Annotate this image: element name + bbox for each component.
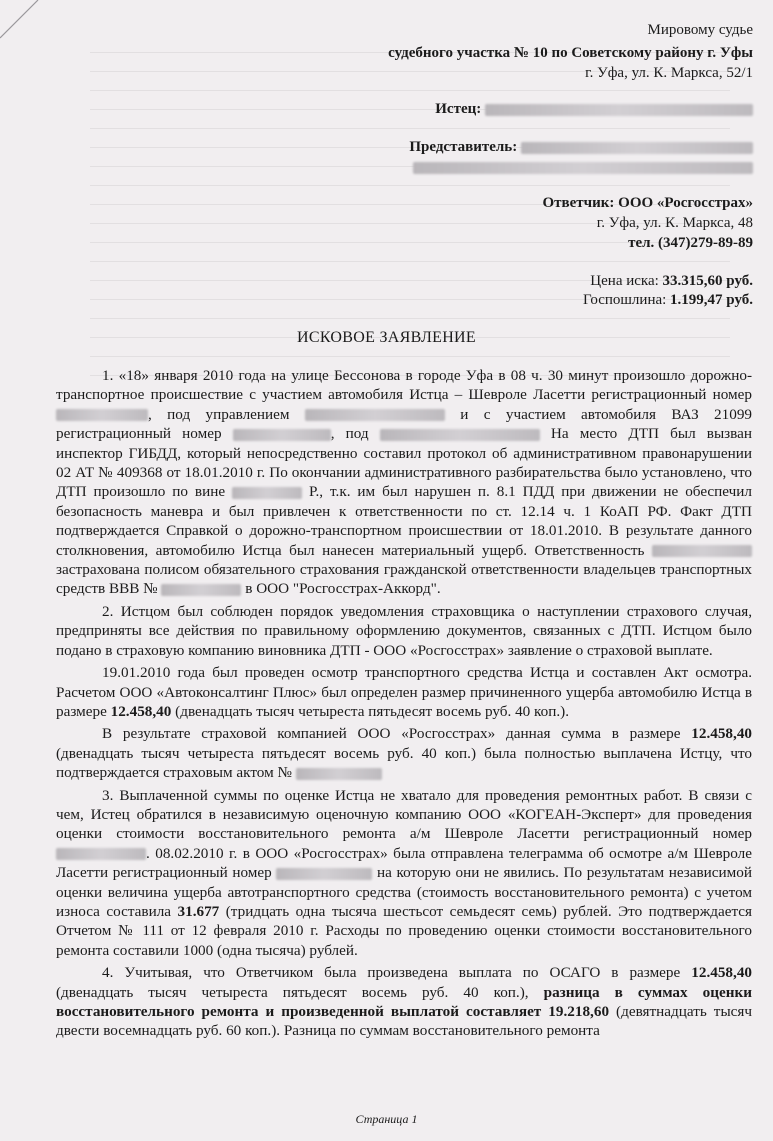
redacted-plate-3 [56, 848, 146, 860]
page-number: Страница 1 [355, 1112, 418, 1126]
representative-label: Представитель: [409, 139, 518, 155]
paragraph-4 [56, 724, 752, 782]
redacted-policy [161, 584, 241, 596]
fee-row [583, 291, 753, 310]
plaintiff-row [435, 100, 753, 119]
redacted-driver-2 [380, 429, 540, 441]
redacted-driver-1 [305, 409, 445, 421]
p1-text-e: На место ДТП был вызван инспектор ГИБДД, который непосредственно составил протокол об административном правонарушении 02 АТ № 409368 от 18.01.2010 г. По окончании административного разбирательства было установлено, что ДТП произошло по вине [56, 425, 753, 501]
p3-text-a: 19.01.2010 года был проведен осмотр транспортного средства Истца и составлен Акт осмотра. Расчетом ООО «Автоконсалтинг Плюс» был определен размер причиненного ущерба автомобилю Истца в размере [56, 664, 752, 720]
redacted-plaintiff [485, 104, 753, 116]
p6-text-b: (двенадцать тысяч четыреста пятьдесят восемь руб. 40 коп.), [56, 983, 529, 1001]
judge-line-1: Мировому судье [647, 22, 753, 38]
redacted-culprit-2 [652, 545, 752, 557]
p4-text-a: В результате страховой компанией ООО «Росгосстрах» данная сумма в размере [102, 725, 681, 743]
p6-text-c: разница в суммах оценки восстановительного ремонта и произведенной выплатой составляет [56, 983, 752, 1020]
redacted-plate-2 [233, 429, 331, 441]
p5-text-b: . 08.02.2010 г. в ООО «Росгосстрах» была отправлена телеграмма об осмотре а/м Шевроле Ласетти регистрационный номер [56, 844, 752, 882]
paragraph-1 [56, 366, 752, 599]
claim-label: Цена иска: [590, 273, 659, 289]
redacted-representative [521, 142, 753, 154]
p3-text-b: (двенадцать тысяч четыреста пятьдесят восемь руб. 40 коп.). [175, 702, 570, 720]
p5-amount: 31.677 [177, 902, 220, 920]
defendant-label: Ответчик: ООО «Росгосстрах» [542, 195, 753, 211]
p6-text-d: (девятнадцать тысяч двести восемнадцать руб. 60 коп.). Разница по суммам восстановительного ремонта [56, 1003, 753, 1040]
paragraph-6 [56, 963, 752, 1041]
document-title: ИСКОВОЕ ЗАЯВЛЕНИЕ [297, 329, 476, 346]
claim-row [590, 272, 753, 291]
p6-diff: 19.218,60 [548, 1003, 610, 1020]
representative-row [409, 138, 753, 157]
claim-value: 33.315,60 руб. [662, 273, 753, 289]
paragraph-3 [56, 663, 752, 721]
p1-text-f: Р., т.к. им был нарушен п. 8.1 ПДД при движении не обеспечил безопасность маневра и был привлечен к ответственности по ст. 12.14 ч. 1 КоАП РФ. Факт ДТП подтверждается Справкой о дорожно-транспортном происшествии от 18.01.2010. В результате данного столкновения, автомобилю Истца был нанесен материальный ущерб. Ответственность [56, 483, 753, 559]
judge-line-2: судебного участка № 10 по Советскому району г. Уфы [388, 45, 753, 61]
p6-text-a: 4. Учитывая, что Ответчиком была произведена выплата по ОСАГО в размере [102, 964, 681, 982]
redacted-representative-2 [413, 162, 753, 174]
fee-value: 1.199,47 руб. [670, 292, 753, 308]
p5-text-d: (тридцать одна тысяча шестьсот семьдесят семь) рублей. Это подтверждается Отчетом № 111 от 12 февраля 2010 г. Расходы по проведению оценки стоимости восстановительного ремонта составили 1000 (одна тысяча) рублей. [56, 902, 752, 959]
fee-label: Госпошлина: [582, 292, 667, 308]
p5-text-c: на которую они не явились. По результатам независимой оценки величина ущерба автотранспортного средства (стоимость восстановительного ремонта) с учетом износа составила [56, 864, 753, 920]
folded-corner-icon [0, 0, 48, 48]
p5-text-a: 3. Выплаченной суммы по оценке Истца не хватало для проведения ремонтных работ. В связи с чем, Истец обратился в независимую оценочную компанию ООО «КОГЕАН-Эксперт» для проведения оценки стоимости восстановительного ремонта а/м Шевроле Ласетти регистрационный номер [56, 786, 752, 843]
p1-text-b: , под управлением [148, 405, 290, 423]
p4-amount: 12.458,40 [691, 725, 752, 743]
p1-text-g: застрахована полисом обязательного страхования гражданской ответственности владельцев транспортных средств ВВВ № [56, 561, 752, 598]
p1-text-a: 1. «18» января 2010 года на улице Бессонова в городе Уфа в 08 ч. 30 минут произошло дорожно-транспортное происшествие с участием автомобиля Истца – Шевроле Ласетти регистрационный номер [56, 367, 752, 404]
p1-text-h: в ООО "Росгосстрах-Аккорд". [245, 580, 441, 598]
paragraph-2: 2. Истцом был соблюден порядок уведомления страховщика о наступлении страхового случая, предприняты все действия по правильному оформлению документов, связанных с ДТП. Истцом было подано в страховую компанию виновника ДТП - ООО «Росгосстрах» заявление о страховой выплате. [56, 602, 752, 659]
redacted-culprit [232, 487, 302, 499]
court-address: г. Уфа, ул. К. Маркса, 52/1 [585, 65, 753, 81]
paragraph-5 [56, 786, 752, 961]
p1-text-d: , под [330, 425, 369, 443]
p4-text-b: (двенадцать тысяч четыреста пятьдесят восемь руб. 40 коп.) была полностью выплачена Истцу, что подтверждается страховым актом № [56, 744, 752, 782]
defendant-phone: тел. (347)279-89-89 [628, 235, 753, 251]
defendant-address: г. Уфа, ул. К. Маркса, 48 [596, 215, 753, 231]
representative-row-2 [413, 158, 753, 177]
p6-amount: 12.458,40 [691, 964, 752, 982]
plaintiff-label: Истец: [435, 101, 482, 117]
redacted-plate-4 [276, 868, 372, 880]
redacted-plate-1 [56, 409, 148, 421]
p1-text-c: и с участием автомобиля ВАЗ 21099 регистрационный номер [56, 405, 753, 443]
document-body [56, 366, 752, 1041]
redacted-act-number [296, 768, 382, 780]
p3-amount: 12.458,40 [110, 702, 172, 720]
